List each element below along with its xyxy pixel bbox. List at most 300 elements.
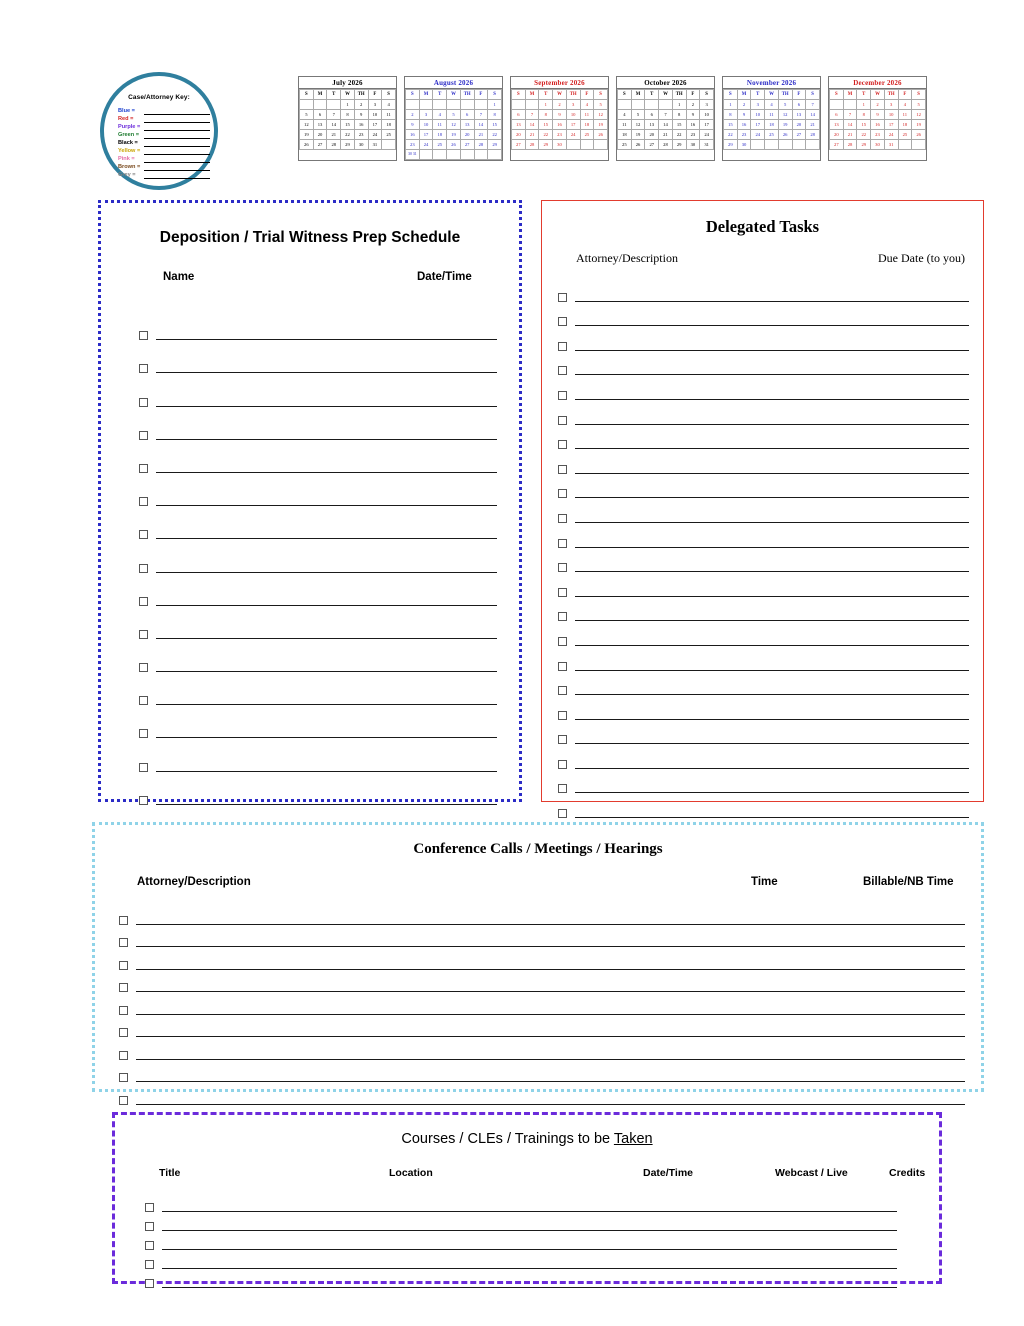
row-checkbox[interactable]	[558, 637, 567, 646]
calendar-day[interactable]: 20	[645, 130, 659, 140]
calendar-day[interactable]: 16	[354, 120, 368, 130]
calendar-day[interactable]: 29	[539, 140, 553, 150]
calendar-day[interactable]: 8	[488, 110, 502, 120]
calendar-day[interactable]: 22	[724, 130, 738, 140]
row-checkbox[interactable]	[139, 398, 148, 407]
calendar-day[interactable]: 18	[382, 120, 396, 130]
calendar-day[interactable]	[433, 100, 447, 110]
calendar-day[interactable]: 13	[460, 120, 474, 130]
calendar-day[interactable]: 18	[433, 130, 447, 140]
calendar-day[interactable]: 11	[580, 110, 594, 120]
row-write-line[interactable]	[156, 405, 497, 407]
calendar-day[interactable]: 3	[884, 100, 898, 110]
row-checkbox[interactable]	[119, 916, 128, 925]
key-write-line[interactable]	[144, 140, 210, 147]
row-write-line[interactable]	[136, 1080, 965, 1082]
calendar-day[interactable]: 2	[553, 100, 567, 110]
calendar-day[interactable]	[447, 150, 461, 160]
row-write-line[interactable]	[156, 637, 497, 639]
calendar-day[interactable]: 28	[806, 130, 820, 140]
calendar-day[interactable]: 20	[792, 120, 806, 130]
calendar-day[interactable]: 9	[871, 110, 885, 120]
calendar-day[interactable]: 29	[724, 140, 738, 150]
calendar-day[interactable]: 29	[672, 140, 686, 150]
calendar-day[interactable]: 20	[830, 130, 844, 140]
calendar-day[interactable]: 15	[857, 120, 871, 130]
row-checkbox[interactable]	[139, 696, 148, 705]
row-write-line[interactable]	[162, 1210, 897, 1212]
calendar-day[interactable]: 21	[806, 120, 820, 130]
calendar-day[interactable]: 11	[765, 110, 779, 120]
row-checkbox[interactable]	[558, 391, 567, 400]
row-write-line[interactable]	[575, 619, 969, 621]
calendar-day[interactable]: 14	[659, 120, 673, 130]
row-write-line[interactable]	[136, 1013, 965, 1015]
row-checkbox[interactable]	[558, 366, 567, 375]
calendar-day[interactable]	[843, 100, 857, 110]
calendar-day[interactable]: 13	[645, 120, 659, 130]
row-write-line[interactable]	[156, 803, 497, 805]
calendar-day[interactable]: 9	[737, 110, 751, 120]
calendar-day[interactable]: 29	[857, 140, 871, 150]
calendar-day[interactable]: 14	[327, 120, 341, 130]
calendar-day[interactable]: 3	[419, 110, 433, 120]
calendar-day[interactable]: 3	[368, 100, 382, 110]
calendar-day[interactable]: 23	[871, 130, 885, 140]
row-checkbox[interactable]	[139, 464, 148, 473]
calendar-day[interactable]: 15	[341, 120, 355, 130]
calendar-day[interactable]	[300, 100, 314, 110]
calendar-day[interactable]	[460, 150, 474, 160]
calendar-day[interactable]: 21	[659, 130, 673, 140]
calendar-day[interactable]: 23	[686, 130, 700, 140]
calendar-day[interactable]: 6	[512, 110, 526, 120]
calendar-day[interactable]	[474, 100, 488, 110]
row-checkbox[interactable]	[558, 662, 567, 671]
calendar-day[interactable]	[419, 150, 433, 160]
calendar-day[interactable]: 23	[553, 130, 567, 140]
row-write-line[interactable]	[136, 968, 965, 970]
calendar-day[interactable]: 25	[580, 130, 594, 140]
row-write-line[interactable]	[575, 570, 969, 572]
calendar-day[interactable]: 26	[594, 130, 608, 140]
calendar-day[interactable]: 25	[618, 140, 632, 150]
calendar-day[interactable]: 4	[433, 110, 447, 120]
calendar-day[interactable]: 12	[594, 110, 608, 120]
calendar-day[interactable]: 10	[751, 110, 765, 120]
calendar-day[interactable]	[566, 140, 580, 150]
row-checkbox[interactable]	[558, 784, 567, 793]
row-write-line[interactable]	[162, 1248, 897, 1250]
calendar-day[interactable]: 3	[700, 100, 714, 110]
calendar-day[interactable]: 4	[382, 100, 396, 110]
calendar-day[interactable]	[406, 100, 420, 110]
calendar-day[interactable]: 25	[382, 130, 396, 140]
calendar-day[interactable]	[751, 140, 765, 150]
calendar-day[interactable]	[659, 100, 673, 110]
row-checkbox[interactable]	[139, 331, 148, 340]
calendar-day[interactable]: 2	[871, 100, 885, 110]
calendar-day[interactable]: 22	[341, 130, 355, 140]
row-checkbox[interactable]	[558, 735, 567, 744]
calendar-day[interactable]: 26	[631, 140, 645, 150]
row-checkbox[interactable]	[139, 663, 148, 672]
calendar-day[interactable]: 28	[659, 140, 673, 150]
row-write-line[interactable]	[156, 736, 497, 738]
row-write-line[interactable]	[156, 338, 497, 340]
calendar-day[interactable]: 24	[700, 130, 714, 140]
calendar-day[interactable]	[474, 150, 488, 160]
row-write-line[interactable]	[575, 644, 969, 646]
calendar-day[interactable]: 7	[525, 110, 539, 120]
calendar-day[interactable]: 6	[313, 110, 327, 120]
row-checkbox[interactable]	[558, 711, 567, 720]
calendar-day[interactable]: 27	[645, 140, 659, 150]
calendar-day[interactable]: 17	[884, 120, 898, 130]
row-write-line[interactable]	[575, 546, 969, 548]
calendar-day[interactable]: 23	[406, 140, 420, 150]
row-checkbox[interactable]	[119, 1028, 128, 1037]
calendar-day[interactable]: 17	[419, 130, 433, 140]
calendar-day[interactable]: 14	[843, 120, 857, 130]
calendar-day[interactable]: 18	[580, 120, 594, 130]
row-checkbox[interactable]	[139, 796, 148, 805]
calendar-day[interactable]: 17	[700, 120, 714, 130]
calendar-day[interactable]: 26	[912, 130, 926, 140]
row-write-line[interactable]	[575, 472, 969, 474]
row-checkbox[interactable]	[558, 317, 567, 326]
calendar-day[interactable]: 30	[737, 140, 751, 150]
calendar-day[interactable]: 7	[659, 110, 673, 120]
calendar-day[interactable]: 16	[871, 120, 885, 130]
calendar-day[interactable]: 13	[512, 120, 526, 130]
calendar-day[interactable]: 11	[433, 120, 447, 130]
calendar-day[interactable]: 4	[580, 100, 594, 110]
calendar-day[interactable]: 17	[368, 120, 382, 130]
calendar-day[interactable]: 6	[460, 110, 474, 120]
calendar-day[interactable]: 4	[898, 100, 912, 110]
calendar-day[interactable]: 24	[751, 130, 765, 140]
calendar-day[interactable]: 21	[327, 130, 341, 140]
key-write-line[interactable]	[144, 148, 210, 155]
calendar-day[interactable]: 24	[419, 140, 433, 150]
row-write-line[interactable]	[575, 791, 969, 793]
row-checkbox[interactable]	[139, 530, 148, 539]
calendar-day[interactable]: 13	[792, 110, 806, 120]
calendar-day[interactable]: 8	[672, 110, 686, 120]
calendar-day[interactable]: 21	[474, 130, 488, 140]
calendar-day[interactable]: 6	[645, 110, 659, 120]
calendar-day[interactable]: 19	[912, 120, 926, 130]
row-checkbox[interactable]	[119, 1073, 128, 1082]
calendar-day[interactable]: 29	[341, 140, 355, 150]
calendar-day[interactable]: 27	[313, 140, 327, 150]
calendar-day[interactable]: 24	[566, 130, 580, 140]
calendar-day[interactable]	[830, 100, 844, 110]
calendar-day[interactable]: 9	[406, 120, 420, 130]
row-checkbox[interactable]	[558, 760, 567, 769]
calendar-day[interactable]: 10	[566, 110, 580, 120]
calendar-day[interactable]: 22	[672, 130, 686, 140]
calendar-day[interactable]: 17	[751, 120, 765, 130]
calendar-day[interactable]: 10	[368, 110, 382, 120]
row-write-line[interactable]	[575, 496, 969, 498]
calendar-day[interactable]	[419, 100, 433, 110]
row-write-line[interactable]	[575, 398, 969, 400]
calendar-day[interactable]: 28	[843, 140, 857, 150]
calendar-day[interactable]: 17	[566, 120, 580, 130]
calendar-day[interactable]: 19	[631, 130, 645, 140]
calendar-day[interactable]: 16	[553, 120, 567, 130]
calendar-day[interactable]: 9	[354, 110, 368, 120]
row-write-line[interactable]	[575, 669, 969, 671]
calendar-day[interactable]: 2	[737, 100, 751, 110]
row-checkbox[interactable]	[139, 497, 148, 506]
calendar-day[interactable]: 20	[512, 130, 526, 140]
calendar-day[interactable]: 2	[354, 100, 368, 110]
calendar-day[interactable]: 25	[898, 130, 912, 140]
row-write-line[interactable]	[575, 423, 969, 425]
calendar-day[interactable]: 19	[778, 120, 792, 130]
calendar-day[interactable]: 5	[778, 100, 792, 110]
calendar-day[interactable]	[898, 140, 912, 150]
calendar-day[interactable]: 19	[300, 130, 314, 140]
calendar-day[interactable]: 12	[300, 120, 314, 130]
row-checkbox[interactable]	[558, 342, 567, 351]
row-write-line[interactable]	[156, 604, 497, 606]
calendar-day[interactable]: 30	[871, 140, 885, 150]
calendar-day[interactable]: 2	[686, 100, 700, 110]
calendar-day[interactable]: 9	[553, 110, 567, 120]
row-write-line[interactable]	[156, 770, 497, 772]
calendar-day[interactable]	[778, 140, 792, 150]
row-write-line[interactable]	[156, 571, 497, 573]
calendar-day[interactable]: 5	[594, 100, 608, 110]
calendar-day[interactable]: 4	[765, 100, 779, 110]
calendar-day[interactable]: 26	[447, 140, 461, 150]
row-write-line[interactable]	[136, 923, 965, 925]
calendar-day[interactable]: 18	[765, 120, 779, 130]
calendar-day[interactable]	[765, 140, 779, 150]
calendar-day[interactable]: 15	[539, 120, 553, 130]
calendar-day[interactable]: 20	[313, 130, 327, 140]
calendar-day[interactable]: 22	[539, 130, 553, 140]
calendar-day[interactable]: 7	[843, 110, 857, 120]
row-checkbox[interactable]	[119, 1096, 128, 1105]
row-checkbox[interactable]	[119, 1051, 128, 1060]
row-write-line[interactable]	[575, 767, 969, 769]
calendar-day[interactable]: 23	[737, 130, 751, 140]
calendar-day[interactable]: 9	[686, 110, 700, 120]
calendar-day[interactable]: 27	[830, 140, 844, 150]
calendar-day[interactable]	[806, 140, 820, 150]
row-write-line[interactable]	[156, 471, 497, 473]
calendar-day[interactable]	[382, 140, 396, 150]
key-write-line[interactable]	[144, 172, 210, 179]
calendar-day[interactable]	[460, 100, 474, 110]
calendar-day[interactable]: 30	[354, 140, 368, 150]
calendar-day[interactable]: 22	[488, 130, 502, 140]
calendar-day[interactable]: 8	[341, 110, 355, 120]
calendar-day[interactable]: 13	[313, 120, 327, 130]
calendar-day[interactable]: 6	[792, 100, 806, 110]
calendar-day[interactable]: 4	[618, 110, 632, 120]
row-write-line[interactable]	[156, 703, 497, 705]
calendar-day[interactable]: 13	[830, 120, 844, 130]
calendar-day[interactable]: 18	[898, 120, 912, 130]
calendar-day[interactable]: 16	[686, 120, 700, 130]
calendar-day[interactable]: 25	[765, 130, 779, 140]
row-checkbox[interactable]	[558, 612, 567, 621]
calendar-day[interactable]: 26	[300, 140, 314, 150]
key-write-line[interactable]	[144, 116, 210, 123]
calendar-day[interactable]: 27	[792, 130, 806, 140]
calendar-day[interactable]: 18	[618, 130, 632, 140]
row-write-line[interactable]	[575, 718, 969, 720]
calendar-day[interactable]: 5	[447, 110, 461, 120]
row-checkbox[interactable]	[119, 983, 128, 992]
calendar-day[interactable]: 19	[447, 130, 461, 140]
row-checkbox[interactable]	[119, 1006, 128, 1015]
calendar-day[interactable]: 31	[700, 140, 714, 150]
calendar-day[interactable]	[525, 100, 539, 110]
row-checkbox[interactable]	[558, 809, 567, 818]
row-checkbox[interactable]	[145, 1279, 154, 1288]
calendar-day[interactable]: 27	[460, 140, 474, 150]
calendar-day[interactable]: 19	[594, 120, 608, 130]
calendar-day[interactable]	[512, 100, 526, 110]
key-write-line[interactable]	[144, 132, 210, 139]
calendar-day[interactable]: 7	[327, 110, 341, 120]
calendar-day[interactable]: 21	[525, 130, 539, 140]
row-write-line[interactable]	[575, 521, 969, 523]
calendar-day[interactable]: 11	[382, 110, 396, 120]
row-checkbox[interactable]	[558, 539, 567, 548]
row-checkbox[interactable]	[119, 938, 128, 947]
calendar-day[interactable]	[580, 140, 594, 150]
row-checkbox[interactable]	[145, 1241, 154, 1250]
row-checkbox[interactable]	[139, 564, 148, 573]
calendar-day[interactable]	[313, 100, 327, 110]
calendar-day[interactable]: 8	[539, 110, 553, 120]
row-checkbox[interactable]	[145, 1203, 154, 1212]
calendar-day[interactable]: 28	[474, 140, 488, 150]
row-checkbox[interactable]	[558, 489, 567, 498]
calendar-day[interactable]: 10	[700, 110, 714, 120]
row-checkbox[interactable]	[139, 597, 148, 606]
row-write-line[interactable]	[156, 371, 497, 373]
row-checkbox[interactable]	[558, 686, 567, 695]
calendar-day[interactable]: 1	[857, 100, 871, 110]
row-checkbox[interactable]	[558, 588, 567, 597]
calendar-day[interactable]: 8	[857, 110, 871, 120]
calendar-day[interactable]: 7	[806, 100, 820, 110]
calendar-day[interactable]: 12	[631, 120, 645, 130]
row-write-line[interactable]	[162, 1229, 897, 1231]
calendar-day[interactable]: 10	[419, 120, 433, 130]
calendar-day[interactable]: 31	[368, 140, 382, 150]
calendar-day[interactable]: 1	[672, 100, 686, 110]
row-write-line[interactable]	[575, 324, 969, 326]
calendar-day[interactable]: 1	[341, 100, 355, 110]
calendar-day[interactable]: 6	[830, 110, 844, 120]
key-write-line[interactable]	[144, 164, 210, 171]
calendar-day[interactable]: 20	[460, 130, 474, 140]
calendar-day[interactable]: 25	[433, 140, 447, 150]
row-write-line[interactable]	[575, 595, 969, 597]
calendar-day[interactable]	[912, 140, 926, 150]
calendar-day[interactable]: 16	[737, 120, 751, 130]
calendar-day[interactable]: 5	[631, 110, 645, 120]
row-write-line[interactable]	[136, 990, 965, 992]
row-write-line[interactable]	[156, 438, 497, 440]
row-write-line[interactable]	[575, 373, 969, 375]
row-write-line[interactable]	[156, 537, 497, 539]
calendar-day[interactable]	[327, 100, 341, 110]
calendar-day[interactable]: 3	[566, 100, 580, 110]
row-checkbox[interactable]	[139, 431, 148, 440]
calendar-day[interactable]: 23	[354, 130, 368, 140]
row-checkbox[interactable]	[139, 630, 148, 639]
calendar-day[interactable]: 11	[618, 120, 632, 130]
row-write-line[interactable]	[136, 1035, 965, 1037]
calendar-day[interactable]: 7	[474, 110, 488, 120]
row-checkbox[interactable]	[145, 1222, 154, 1231]
calendar-day[interactable]: 10	[884, 110, 898, 120]
key-write-line[interactable]	[144, 108, 210, 115]
row-write-line[interactable]	[575, 693, 969, 695]
row-checkbox[interactable]	[558, 293, 567, 302]
calendar-day[interactable]: 26	[778, 130, 792, 140]
calendar-day[interactable]	[792, 140, 806, 150]
row-checkbox[interactable]	[558, 465, 567, 474]
row-checkbox[interactable]	[558, 514, 567, 523]
calendar-day[interactable]: 12	[447, 120, 461, 130]
row-checkbox[interactable]	[558, 563, 567, 572]
calendar-day[interactable]: 24	[368, 130, 382, 140]
row-write-line[interactable]	[575, 300, 969, 302]
calendar-day[interactable]: 21	[843, 130, 857, 140]
calendar-day[interactable]: 30 31	[406, 150, 420, 160]
row-write-line[interactable]	[162, 1267, 897, 1269]
row-checkbox[interactable]	[119, 961, 128, 970]
calendar-day[interactable]: 1	[539, 100, 553, 110]
row-write-line[interactable]	[136, 1103, 965, 1105]
calendar-day[interactable]	[433, 150, 447, 160]
row-write-line[interactable]	[575, 742, 969, 744]
row-write-line[interactable]	[575, 816, 969, 818]
calendar-day[interactable]: 27	[512, 140, 526, 150]
row-write-line[interactable]	[136, 1058, 965, 1060]
calendar-day[interactable]: 15	[672, 120, 686, 130]
calendar-day[interactable]: 28	[327, 140, 341, 150]
calendar-day[interactable]: 12	[912, 110, 926, 120]
calendar-day[interactable]: 2	[406, 110, 420, 120]
calendar-day[interactable]	[594, 140, 608, 150]
calendar-day[interactable]: 12	[778, 110, 792, 120]
row-write-line[interactable]	[156, 504, 497, 506]
calendar-day[interactable]: 14	[806, 110, 820, 120]
calendar-day[interactable]: 15	[724, 120, 738, 130]
row-checkbox[interactable]	[139, 364, 148, 373]
calendar-day[interactable]: 16	[406, 130, 420, 140]
calendar-day[interactable]	[618, 100, 632, 110]
calendar-day[interactable]: 1	[488, 100, 502, 110]
calendar-day[interactable]: 15	[488, 120, 502, 130]
calendar-day[interactable]: 30	[553, 140, 567, 150]
calendar-day[interactable]: 14	[525, 120, 539, 130]
row-write-line[interactable]	[136, 945, 965, 947]
